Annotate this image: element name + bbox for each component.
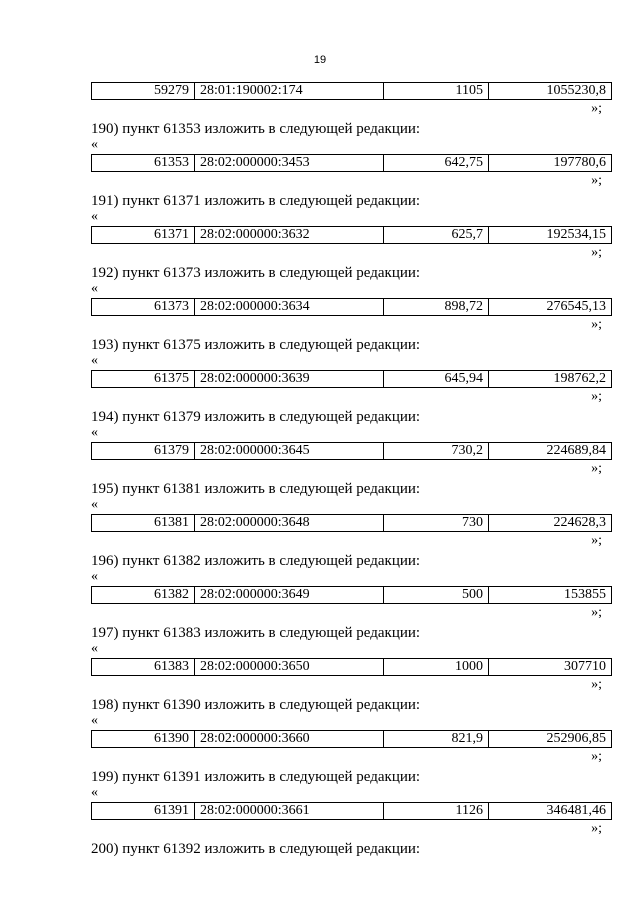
closing-quote: »;	[591, 317, 602, 332]
cell-value: 1055230,8	[489, 83, 612, 100]
amendment-instruction: 197) пункт 61383 изложить в следующей редакции:	[91, 625, 421, 641]
cell-value: 192534,15	[489, 227, 612, 244]
cell-area: 821,9	[384, 731, 489, 748]
table-row	[91, 298, 612, 316]
cell-cadastral: 28:02:000000:3634	[195, 299, 384, 316]
opening-quote: «	[91, 497, 98, 512]
opening-quote: «	[91, 713, 98, 728]
cell-number: 61353	[92, 155, 195, 172]
closing-quote: »;	[591, 461, 602, 476]
table-row	[91, 370, 612, 388]
cell-value: 307710	[489, 659, 612, 676]
cell-cadastral: 28:02:000000:3660	[195, 731, 384, 748]
cell-number: 61375	[92, 371, 195, 388]
closing-quote: »;	[591, 101, 602, 116]
opening-quote: «	[91, 353, 98, 368]
table-row	[91, 226, 612, 244]
cell-area: 898,72	[384, 299, 489, 316]
opening-quote: «	[91, 569, 98, 584]
amendment-instruction: 191) пункт 61371 изложить в следующей редакции:	[91, 193, 421, 209]
closing-quote: »;	[591, 821, 602, 836]
cell-area: 625,7	[384, 227, 489, 244]
table-row	[91, 730, 612, 748]
cell-area: 1000	[384, 659, 489, 676]
opening-quote: «	[91, 425, 98, 440]
opening-quote: «	[91, 137, 98, 152]
cell-number: 61371	[92, 227, 195, 244]
table-row	[91, 154, 612, 172]
table-row	[91, 586, 612, 604]
opening-quote: «	[91, 209, 98, 224]
cell-number: 61391	[92, 803, 195, 820]
cell-area: 642,75	[384, 155, 489, 172]
cell-value: 198762,2	[489, 371, 612, 388]
cell-value: 224689,84	[489, 443, 612, 460]
amendment-instruction: 196) пункт 61382 изложить в следующей редакции:	[91, 553, 421, 569]
cell-area: 730	[384, 515, 489, 532]
cell-area: 645,94	[384, 371, 489, 388]
cell-number: 61373	[92, 299, 195, 316]
table-row	[91, 82, 612, 100]
final-instruction: 200) пункт 61392 изложить в следующей редакции:	[91, 841, 421, 857]
amendment-list	[91, 100, 612, 837]
cell-area: 730,2	[384, 443, 489, 460]
cell-cadastral: 28:02:000000:3650	[195, 659, 384, 676]
cell-area: 500	[384, 587, 489, 604]
page-number: 19	[313, 54, 327, 66]
opening-quote: «	[91, 641, 98, 656]
cell-value: 224628,3	[489, 515, 612, 532]
document-body	[91, 82, 612, 858]
cell-cadastral: 28:02:000000:3453	[195, 155, 384, 172]
closing-quote: »;	[591, 749, 602, 764]
closing-quote: »;	[591, 173, 602, 188]
cell-cadastral: 28:02:000000:3661	[195, 803, 384, 820]
cell-value: 346481,46	[489, 803, 612, 820]
amendment-instruction: 193) пункт 61375 изложить в следующей редакции:	[91, 337, 421, 353]
closing-quote: »;	[591, 245, 602, 260]
amendment-instruction: 199) пункт 61391 изложить в следующей редакции:	[91, 769, 421, 785]
cell-cadastral: 28:02:000000:3645	[195, 443, 384, 460]
closing-quote: »;	[591, 677, 602, 692]
cell-cadastral: 28:02:000000:3639	[195, 371, 384, 388]
table-row	[91, 802, 612, 820]
amendment-instruction: 195) пункт 61381 изложить в следующей редакции:	[91, 481, 421, 497]
closing-quote: »;	[591, 605, 602, 620]
amendment-instruction: 194) пункт 61379 изложить в следующей редакции:	[91, 409, 421, 425]
table-row	[91, 442, 612, 460]
cell-area: 1126	[384, 803, 489, 820]
cell-cadastral: 28:01:190002:174	[195, 83, 384, 100]
cell-cadastral: 28:02:000000:3632	[195, 227, 384, 244]
cell-value: 276545,13	[489, 299, 612, 316]
opening-quote: «	[91, 281, 98, 296]
amendment-instruction: 198) пункт 61390 изложить в следующей редакции:	[91, 697, 421, 713]
cell-cadastral: 28:02:000000:3649	[195, 587, 384, 604]
cell-number: 59279	[92, 83, 195, 100]
cell-area: 1105	[384, 83, 489, 100]
cell-number: 61390	[92, 731, 195, 748]
cell-number: 61382	[92, 587, 195, 604]
cell-number: 61381	[92, 515, 195, 532]
table-row	[91, 514, 612, 532]
cell-number: 61379	[92, 443, 195, 460]
cell-number: 61383	[92, 659, 195, 676]
table-row	[91, 658, 612, 676]
cell-cadastral: 28:02:000000:3648	[195, 515, 384, 532]
opening-quote: «	[91, 785, 98, 800]
amendment-instruction: 190) пункт 61353 изложить в следующей редакции:	[91, 121, 421, 137]
closing-quote: »;	[591, 533, 602, 548]
cell-value: 197780,6	[489, 155, 612, 172]
cell-value: 153855	[489, 587, 612, 604]
cell-value: 252906,85	[489, 731, 612, 748]
closing-quote: »;	[591, 389, 602, 404]
amendment-instruction: 192) пункт 61373 изложить в следующей редакции:	[91, 265, 421, 281]
